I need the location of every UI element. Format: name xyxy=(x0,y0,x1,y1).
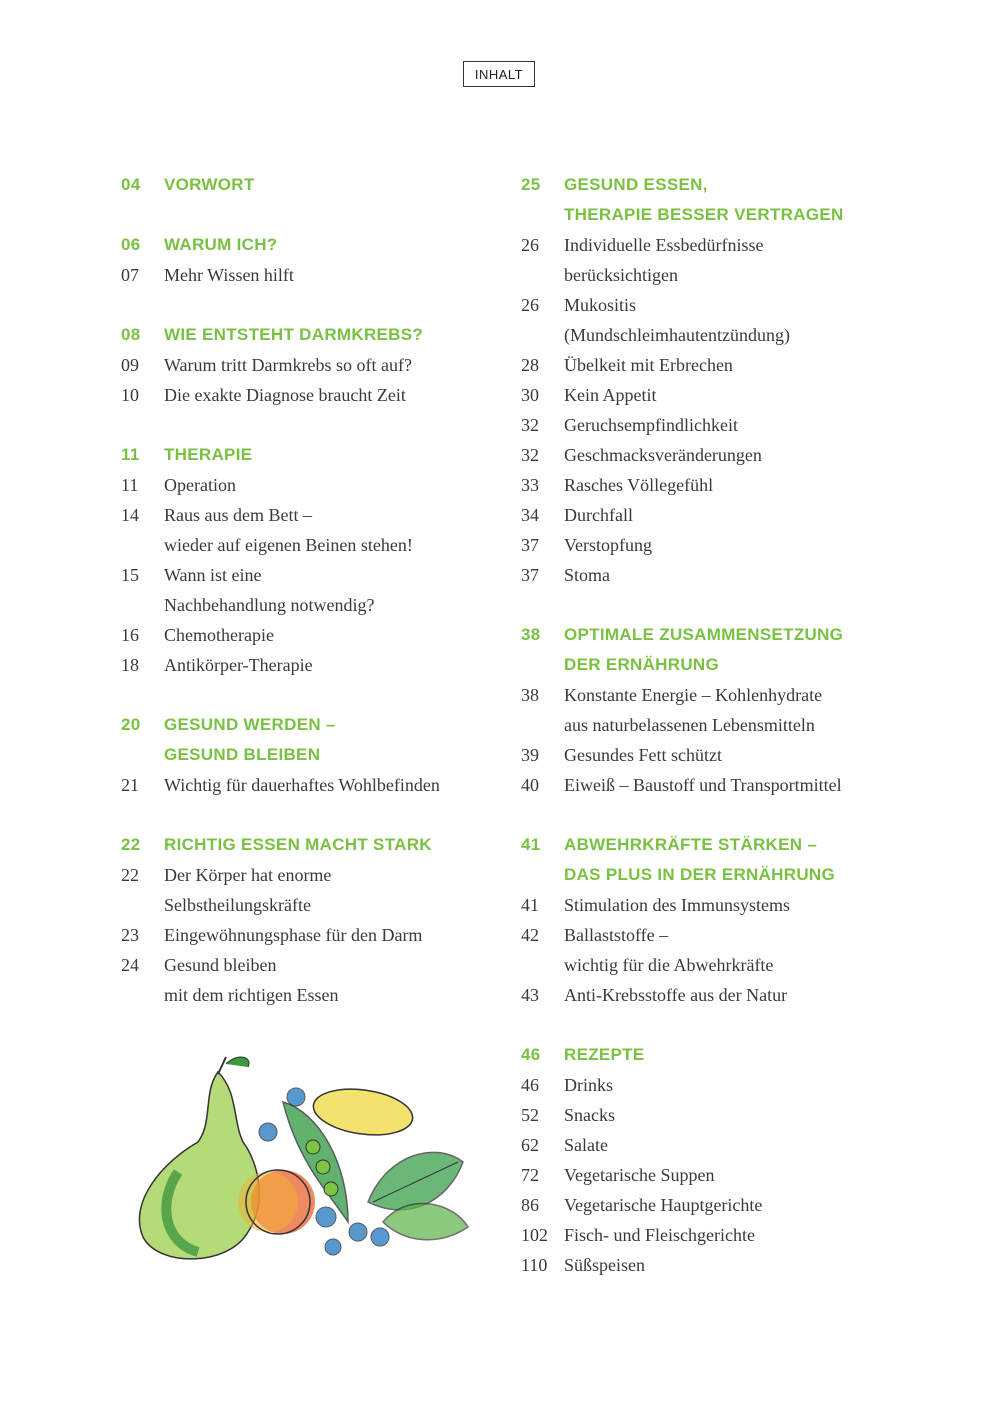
toc-item-line[interactable] xyxy=(521,770,921,800)
page-number: 26 xyxy=(521,235,539,255)
page-number: 41 xyxy=(521,895,539,915)
toc-item-line[interactable] xyxy=(521,950,921,980)
page-number: 25 xyxy=(521,175,541,194)
section-title: VORWORT xyxy=(164,175,255,194)
section-title: GESUND ESSEN, xyxy=(564,175,708,194)
entry-title: Operation xyxy=(164,475,236,495)
toc-heading-line[interactable] xyxy=(521,200,921,230)
page-number: 37 xyxy=(521,535,539,555)
page-number: 33 xyxy=(521,475,539,495)
page-number: 62 xyxy=(521,1135,539,1155)
page-number: 46 xyxy=(521,1075,539,1095)
page-number: 04 xyxy=(121,175,141,194)
entry-title: Snacks xyxy=(564,1105,615,1125)
toc-heading-line[interactable] xyxy=(521,170,921,200)
page-number: 40 xyxy=(521,775,539,795)
entry-title: Konstante Energie – Kohlenhydrate xyxy=(564,685,823,705)
page-number: 11 xyxy=(121,445,140,464)
page-number: 24 xyxy=(121,955,139,975)
page-number: 102 xyxy=(521,1225,548,1245)
entry-title: berücksichtigen xyxy=(564,265,678,285)
toc-item-line[interactable] xyxy=(121,500,501,530)
toc-section xyxy=(521,830,921,1010)
entry-title: Stoma xyxy=(564,565,611,585)
page-number: 28 xyxy=(521,355,539,375)
entry-title: Kein Appetit xyxy=(564,385,657,405)
entry-title: Selbstheilungskräfte xyxy=(164,895,311,915)
toc-item-line[interactable] xyxy=(521,980,921,1010)
toc-item-line[interactable] xyxy=(521,230,921,260)
toc-item-line[interactable] xyxy=(521,740,921,770)
toc-item-line[interactable] xyxy=(121,590,501,620)
toc-heading-line[interactable] xyxy=(121,740,501,770)
toc-heading-line[interactable] xyxy=(521,650,921,680)
toc-item-line[interactable] xyxy=(521,350,921,380)
entry-title: Fisch- und Fleischgerichte xyxy=(564,1225,755,1245)
page-number: 22 xyxy=(121,865,139,885)
toc-item-line[interactable] xyxy=(121,470,501,500)
toc-section xyxy=(121,320,501,410)
toc-item-line[interactable] xyxy=(521,1250,921,1280)
page-number: 41 xyxy=(521,835,541,854)
entry-title: (Mundschleimhautentzündung) xyxy=(564,325,790,345)
toc-heading-line[interactable] xyxy=(521,860,921,890)
section-title: ABWEHRKRÄFTE STÄRKEN – xyxy=(564,835,818,854)
entry-title: Wann ist eine xyxy=(164,565,262,585)
entry-title: aus naturbelassenen Lebensmitteln xyxy=(564,715,815,735)
toc-item-line[interactable] xyxy=(521,440,921,470)
toc-section xyxy=(121,170,501,200)
toc-item-line[interactable] xyxy=(521,1070,921,1100)
lemon-icon xyxy=(310,1083,415,1140)
page-number: 43 xyxy=(521,985,539,1005)
page-number: 46 xyxy=(521,1045,541,1064)
toc-heading-line[interactable] xyxy=(121,710,501,740)
page-number: 09 xyxy=(121,355,139,375)
toc-item-line[interactable] xyxy=(521,1160,921,1190)
entry-title: Rasches Völlegefühl xyxy=(564,475,714,495)
entry-title: Verstopfung xyxy=(564,535,652,555)
section-title: OPTIMALE ZUSAMMENSETZUNG xyxy=(564,625,844,644)
toc-item-line[interactable] xyxy=(121,770,501,800)
entry-title: Individuelle Essbedürfnisse xyxy=(564,235,764,255)
toc-heading-line[interactable] xyxy=(521,1040,921,1070)
header-label: INHALT xyxy=(474,66,524,82)
page-number: 32 xyxy=(521,415,539,435)
entry-title: Stimulation des Immunsystems xyxy=(564,895,791,915)
entry-title: mit dem richtigen Essen xyxy=(164,985,339,1005)
toc-item-line[interactable] xyxy=(121,620,501,650)
toc-item-line[interactable] xyxy=(121,350,501,380)
toc-item-line[interactable] xyxy=(121,950,501,980)
page-number: 18 xyxy=(121,655,139,675)
page-number: 15 xyxy=(121,565,139,585)
page-number: 34 xyxy=(521,505,539,525)
toc-item-line[interactable] xyxy=(121,560,501,590)
entry-title: Vegetarische Suppen xyxy=(564,1165,715,1185)
toc-heading-line[interactable] xyxy=(521,830,921,860)
page-number: 86 xyxy=(521,1195,539,1215)
toc-item-line[interactable] xyxy=(521,320,921,350)
section-title: THERAPIE xyxy=(164,445,253,464)
section-title: GESUND BLEIBEN xyxy=(164,745,321,764)
entry-title: Übelkeit mit Erbrechen xyxy=(564,355,733,375)
entry-title: wieder auf eigenen Beinen stehen! xyxy=(164,535,413,555)
toc-heading-line[interactable] xyxy=(121,170,501,200)
toc-item-line[interactable] xyxy=(121,260,501,290)
page-number: 42 xyxy=(521,925,539,945)
section-title: GESUND WERDEN – xyxy=(164,715,336,734)
toc-item-line[interactable] xyxy=(121,650,501,680)
entry-title: Antikörper-Therapie xyxy=(164,655,313,675)
page-number: 10 xyxy=(121,385,139,405)
vegetable-illustration xyxy=(118,1052,488,1272)
entry-title: Süßspeisen xyxy=(564,1255,645,1275)
entry-title: Raus aus dem Bett – xyxy=(164,505,312,525)
toc-item-line[interactable] xyxy=(521,1130,921,1160)
toc-item-line[interactable] xyxy=(521,530,921,560)
page-number: 38 xyxy=(521,625,541,644)
page-number: 30 xyxy=(521,385,539,405)
entry-title: Mukositis xyxy=(564,295,637,315)
entry-title: Drinks xyxy=(564,1075,613,1095)
entry-title: Geruchsempfindlichkeit xyxy=(564,415,738,435)
toc-heading-line[interactable] xyxy=(121,830,501,860)
toc-item-line[interactable] xyxy=(121,920,501,950)
entry-title: Eingewöhnungsphase für den Darm xyxy=(164,925,423,945)
entry-title: Durchfall xyxy=(564,505,633,525)
entry-title: Wichtig für dauerhaftes Wohlbefinden xyxy=(164,775,440,795)
entry-title: Anti-Krebsstoffe aus der Natur xyxy=(564,985,788,1005)
page-number: 11 xyxy=(121,475,139,495)
section-title: RICHTIG ESSEN MACHT STARK xyxy=(164,835,432,854)
toc-item-line[interactable] xyxy=(521,410,921,440)
section-title: WIE ENTSTEHT DARMKREBS? xyxy=(164,325,424,344)
entry-title: Ballaststoffe – xyxy=(564,925,669,945)
page-number: 22 xyxy=(121,835,141,854)
toc-section xyxy=(121,830,501,1010)
page-number: 16 xyxy=(121,625,139,645)
entry-title: wichtig für die Abwehrkräfte xyxy=(564,955,774,975)
pear-icon xyxy=(139,1057,259,1259)
toc-item-line[interactable] xyxy=(521,1100,921,1130)
toc-item-line[interactable] xyxy=(521,920,921,950)
section-title: REZEPTE xyxy=(564,1045,645,1064)
page-number: 39 xyxy=(521,745,539,765)
entry-title: Vegetarische Hauptgerichte xyxy=(564,1195,763,1215)
entry-title: Der Körper hat enorme xyxy=(164,865,332,885)
page-number: 110 xyxy=(521,1255,548,1275)
leaves-icon xyxy=(368,1152,468,1239)
toc-item-line[interactable] xyxy=(521,380,921,410)
toc-item-line[interactable] xyxy=(121,380,501,410)
toc-section xyxy=(121,710,501,800)
toc-heading-line[interactable] xyxy=(121,440,501,470)
section-title: THERAPIE BESSER VERTRAGEN xyxy=(564,205,844,224)
page-number: 08 xyxy=(121,325,141,344)
toc-item-line[interactable] xyxy=(521,500,921,530)
page-header-inhalt xyxy=(463,61,535,87)
section-title: DAS PLUS IN DER ERNÄHRUNG xyxy=(564,865,836,884)
page-number: 37 xyxy=(521,565,539,585)
toc-left-column xyxy=(121,170,501,1040)
toc-section xyxy=(121,230,501,290)
toc-item-line[interactable] xyxy=(121,980,501,1010)
toc-heading-line[interactable] xyxy=(121,230,501,260)
toc-item-line[interactable] xyxy=(521,890,921,920)
toc-item-line[interactable] xyxy=(121,860,501,890)
toc-section xyxy=(521,620,921,800)
toc-item-line[interactable] xyxy=(521,290,921,320)
page-number: 21 xyxy=(121,775,139,795)
page-number: 72 xyxy=(521,1165,539,1185)
toc-item-line[interactable] xyxy=(521,680,921,710)
page-number: 14 xyxy=(121,505,139,525)
section-title: WARUM ICH? xyxy=(164,235,278,254)
entry-title: Warum tritt Darmkrebs so oft auf? xyxy=(164,355,412,375)
toc-item-line[interactable] xyxy=(121,890,501,920)
entry-title: Geschmacksveränderungen xyxy=(564,445,762,465)
toc-item-line[interactable] xyxy=(521,470,921,500)
page-number: 23 xyxy=(121,925,139,945)
entry-title: Nachbehandlung notwendig? xyxy=(164,595,375,615)
page-number: 32 xyxy=(521,445,539,465)
entry-title: Mehr Wissen hilft xyxy=(164,265,294,285)
page-number: 38 xyxy=(521,685,539,705)
page-number: 06 xyxy=(121,235,141,254)
toc-item-line[interactable] xyxy=(521,560,921,590)
toc-heading-line[interactable] xyxy=(521,620,921,650)
toc-item-line[interactable] xyxy=(521,260,921,290)
entry-title: Eiweiß – Baustoff und Transportmittel xyxy=(564,775,842,795)
page-number: 20 xyxy=(121,715,141,734)
apple-icon xyxy=(238,1170,315,1234)
page-number: 07 xyxy=(121,265,139,285)
entry-title: Die exakte Diagnose braucht Zeit xyxy=(164,385,406,405)
page-number: 52 xyxy=(521,1105,539,1125)
toc-item-line[interactable] xyxy=(521,1220,921,1250)
toc-right-column xyxy=(521,170,921,1310)
toc-section xyxy=(521,170,921,590)
page-number: 26 xyxy=(521,295,539,315)
toc-section xyxy=(121,440,501,680)
entry-title: Chemotherapie xyxy=(164,625,274,645)
entry-title: Gesund bleiben xyxy=(164,955,277,975)
toc-item-line[interactable] xyxy=(521,1190,921,1220)
entry-title: Salate xyxy=(564,1135,608,1155)
toc-item-line[interactable] xyxy=(521,710,921,740)
section-title: DER ERNÄHRUNG xyxy=(564,655,720,674)
toc-item-line[interactable] xyxy=(121,530,501,560)
entry-title: Gesundes Fett schützt xyxy=(564,745,722,765)
toc-section xyxy=(521,1040,921,1280)
toc-heading-line[interactable] xyxy=(121,320,501,350)
